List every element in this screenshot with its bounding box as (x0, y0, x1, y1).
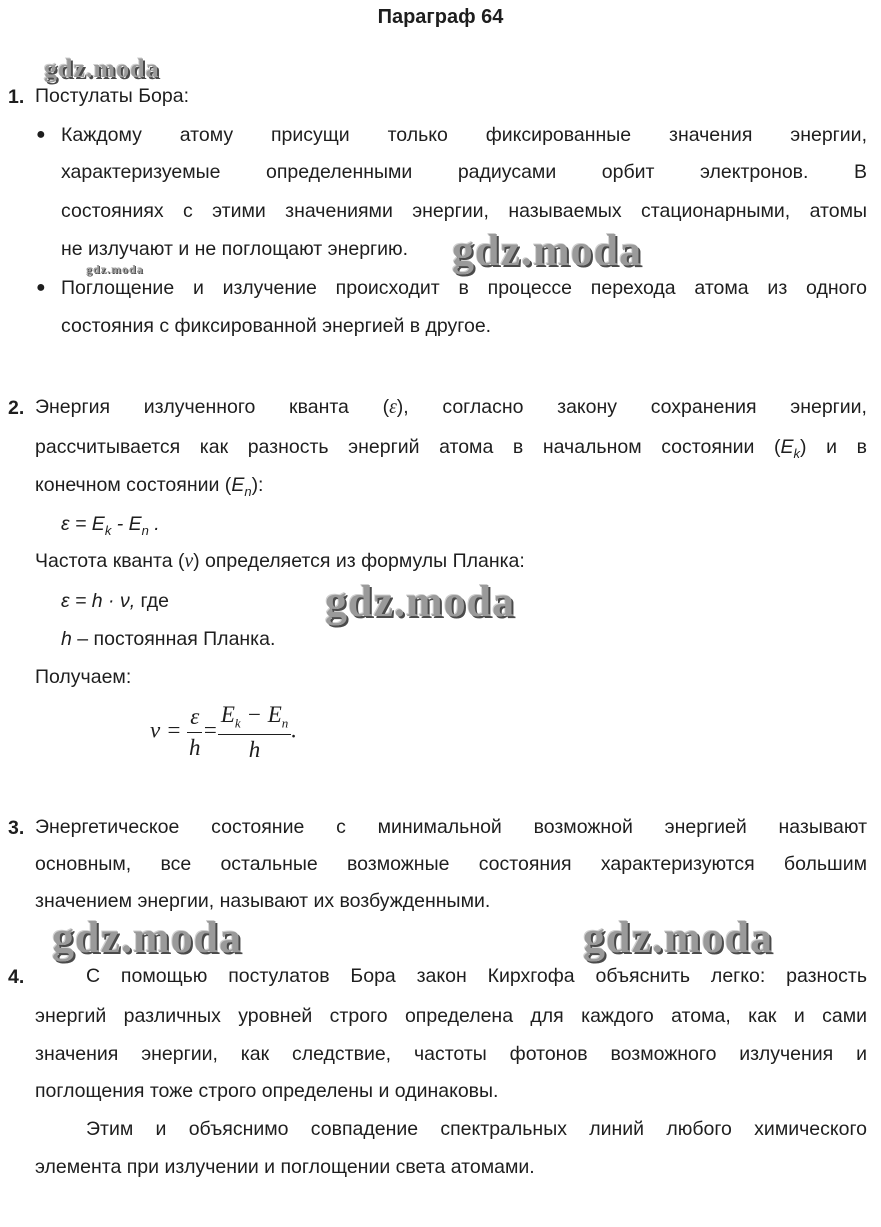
bullet-1-line: Каждому атому присущи только фиксированные значения энергии, (61, 124, 867, 146)
watermark-logo: gdz.moda (86, 262, 144, 276)
watermark-logo: gdz.moda (52, 913, 243, 962)
section-3-number: 3. (8, 817, 25, 839)
bullet-2-line: состояния с фиксированной энергией в другое. (61, 315, 492, 337)
watermark-logo: gdz.moda (44, 54, 160, 83)
bullet-2-marker: ● (36, 279, 46, 296)
section-4-line: значения энергии, как следствие, частоты фотонов возможного излучения и (35, 1043, 867, 1065)
section-2-line-4: Частота кванта (ν) определяется из формулы Планка: (35, 550, 525, 572)
section-4-line: С помощью постулатов Бора закон Кирхгофа объяснить легко: разность (86, 965, 867, 987)
bullet-1-line: характеризуемые определенными радиусами орбит электронов. В (61, 161, 867, 183)
section-4-line: энергий различных уровней строго определена для каждого атома, как и сами (35, 1005, 867, 1027)
section-2-line-2: рассчитывается как разность энергий атома в начальном состоянии $(E_k)$ и в (35, 436, 867, 461)
watermark-logo: gdz.moda (452, 226, 643, 275)
section-4-line: элемента при излучении и поглощении света атомами. (35, 1156, 535, 1178)
section-4-line: Этим и объяснимо совпадение спектральных линий любого химического (86, 1118, 867, 1140)
bullet-1-marker: ● (36, 126, 46, 143)
page-title: Параграф 64 (377, 6, 504, 28)
bullet-1-line: не излучают и не поглощают энергию. (61, 238, 409, 260)
section-1-number: 1. (8, 86, 25, 108)
section-3-line: значением энергии, называют их возбужденными. (35, 890, 491, 912)
section-4-number: 4. (8, 966, 25, 988)
planck-constant-note: h – постоянная Планка. (61, 628, 276, 650)
section-3-line: Энергетическое состояние с минимальной возможной энергией называют (35, 816, 867, 838)
section-2-line-3: конечном состоянии $(E_n)$: (35, 474, 264, 499)
section-2-line-5: Получаем: (35, 666, 132, 688)
watermark-logo: gdz.moda (325, 577, 516, 626)
section-2-line-1: Энергия излученного кванта (ε), согласно закону сохранения энергии, (35, 396, 867, 418)
bullet-1-line: состояниях с этими значениями энергии, называемых стационарными, атомы (61, 200, 867, 222)
section-2-number: 2. (8, 397, 25, 419)
energy-formula: $\varepsilon = E_k - E_n$ . (61, 513, 160, 538)
frequency-fraction-formula: ν = $\frac{\varepsilon}{h}$ = $\frac{E_k - E_n}{h}$ . (150, 702, 298, 762)
section-1-heading: Постулаты Бора: (35, 85, 189, 107)
watermark-logo: gdz.moda (583, 913, 774, 962)
section-4-line: поглощения тоже строго определены и одинаковы. (35, 1080, 499, 1102)
planck-formula: ε = h · ν, где (61, 590, 170, 612)
section-3-line: основным, все остальные возможные состояния характеризуются большим (35, 853, 867, 875)
bullet-2-line: Поглощение и излучение происходит в процессе перехода атома из одного (61, 277, 867, 299)
